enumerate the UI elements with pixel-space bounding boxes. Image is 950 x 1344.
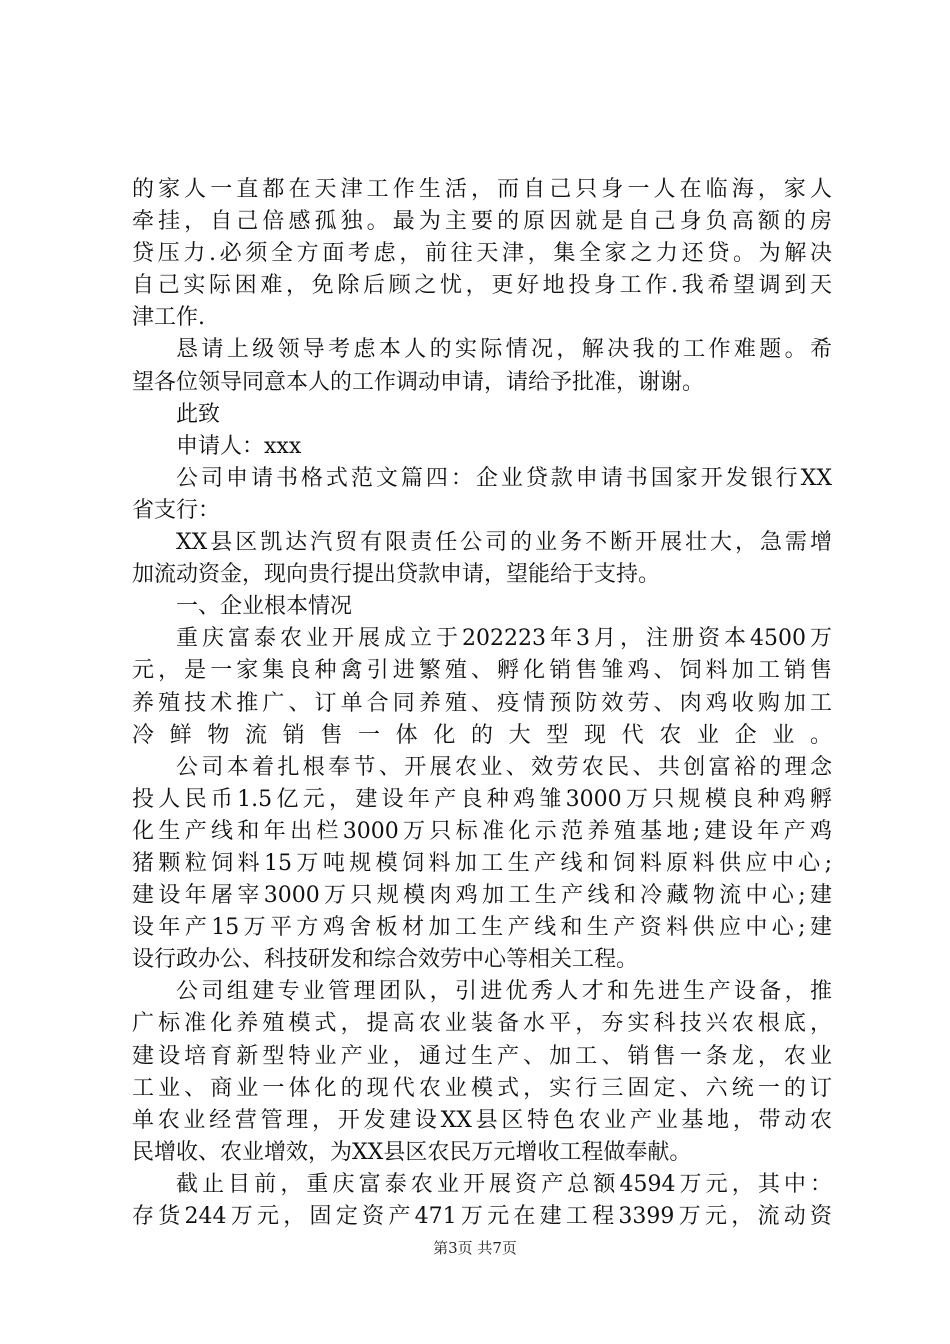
applicant-line: 申请人：xxx: [176, 433, 302, 459]
text-line: 设年产15万平方鸡舍板材加工生产线和生产资料供应中心;建: [132, 915, 832, 941]
text-line: 津工作.: [132, 305, 205, 331]
salutation: 此致: [176, 401, 221, 427]
text-line: 建设年屠宰3000万只规模肉鸡加工生产线和冷藏物流中心;建: [132, 883, 832, 909]
text-line: 养殖技术推广、订单合同养殖、疫情预防效劳、肉鸡收购加工: [132, 690, 832, 716]
text-line: 猪颗粒饲料15万吨规模饲料加工生产线和饲料原料供应中心;: [132, 850, 832, 876]
text-line: 公司本着扎根奉节、开展农业、效劳农民、共创富裕的理念: [176, 754, 832, 780]
text-line: 公司组建专业管理团队，引进优秀人才和先进生产设备，推: [176, 979, 832, 1005]
text-line: 建设培育新型特业产业，通过生产、加工、销售一条龙，农业: [132, 1043, 832, 1069]
text-line: 省支行：: [132, 497, 221, 523]
text-line: 重庆富泰农业开展成立于202223年3月，注册资本4500万: [176, 626, 832, 652]
text-line: 加流动资金，现向贵行提出贷款申请，望能给于支持。: [132, 562, 661, 588]
text-line: 投人民币1.5亿元，建设年产良种鸡雏3000万只规模良种鸡孵: [132, 786, 832, 812]
text-line: 广标准化养殖模式，提高农业装备水平，夯实科技兴农根底，: [132, 1011, 832, 1037]
text-line: 截止目前，重庆富泰农业开展资产总额4594万元，其中：: [176, 1171, 832, 1197]
text-line: 望各位领导同意本人的工作调动申请，请给予批准，谢谢。: [132, 369, 705, 395]
text-line: 恳请上级领导考虑本人的实际情况，解决我的工作难题。希: [176, 337, 832, 363]
subsection-heading: 一、企业根本情况: [176, 594, 353, 620]
text-line: 冷鲜物流销售一体化的大型现代农业企业。: [132, 722, 832, 748]
page-number-footer: 第3页 共7页: [433, 1239, 517, 1257]
text-line: 牵挂，自己倍感孤独。最为主要的原因就是自己身负高额的房: [132, 209, 832, 235]
text-line: 贷压力.必须全方面考虑，前往天津，集全家之力还贷。为解决: [132, 241, 832, 267]
text-line: 自己实际困难，免除后顾之忧，更好地投身工作.我希望调到天: [132, 273, 832, 299]
text-line: 化生产线和年出栏3000万只标准化示范养殖基地;建设年产鸡: [132, 818, 832, 844]
text-line: 民增收、农业增效，为XX县区农民万元增收工程做奉献。: [132, 1139, 692, 1165]
section-heading: 公司申请书格式范文篇四：企业贷款申请书国家开发银行XX: [176, 465, 832, 491]
text-line: 工业、商业一体化的现代农业模式，实行三固定、六统一的订: [132, 1075, 832, 1101]
document-body: [132, 174, 832, 1233]
text-line: 的家人一直都在天津工作生活，而自己只身一人在临海，家人: [132, 177, 832, 202]
text-line: 设行政办公、科技研发和综合效劳中心等相关工程。: [132, 947, 639, 973]
text-line: 元，是一家集良种禽引进繁殖、孵化销售雏鸡、饲料加工销售: [132, 658, 832, 684]
text-line: 存货244万元，固定资产471万元在建工程3399万元，流动资: [132, 1204, 832, 1229]
text-line: 单农业经营管理，开发建设XX县区特色农业产业基地，带动农: [132, 1107, 832, 1133]
text-line: XX县区凯达汽贸有限责任公司的业务不断开展壮大，急需增: [176, 530, 832, 556]
